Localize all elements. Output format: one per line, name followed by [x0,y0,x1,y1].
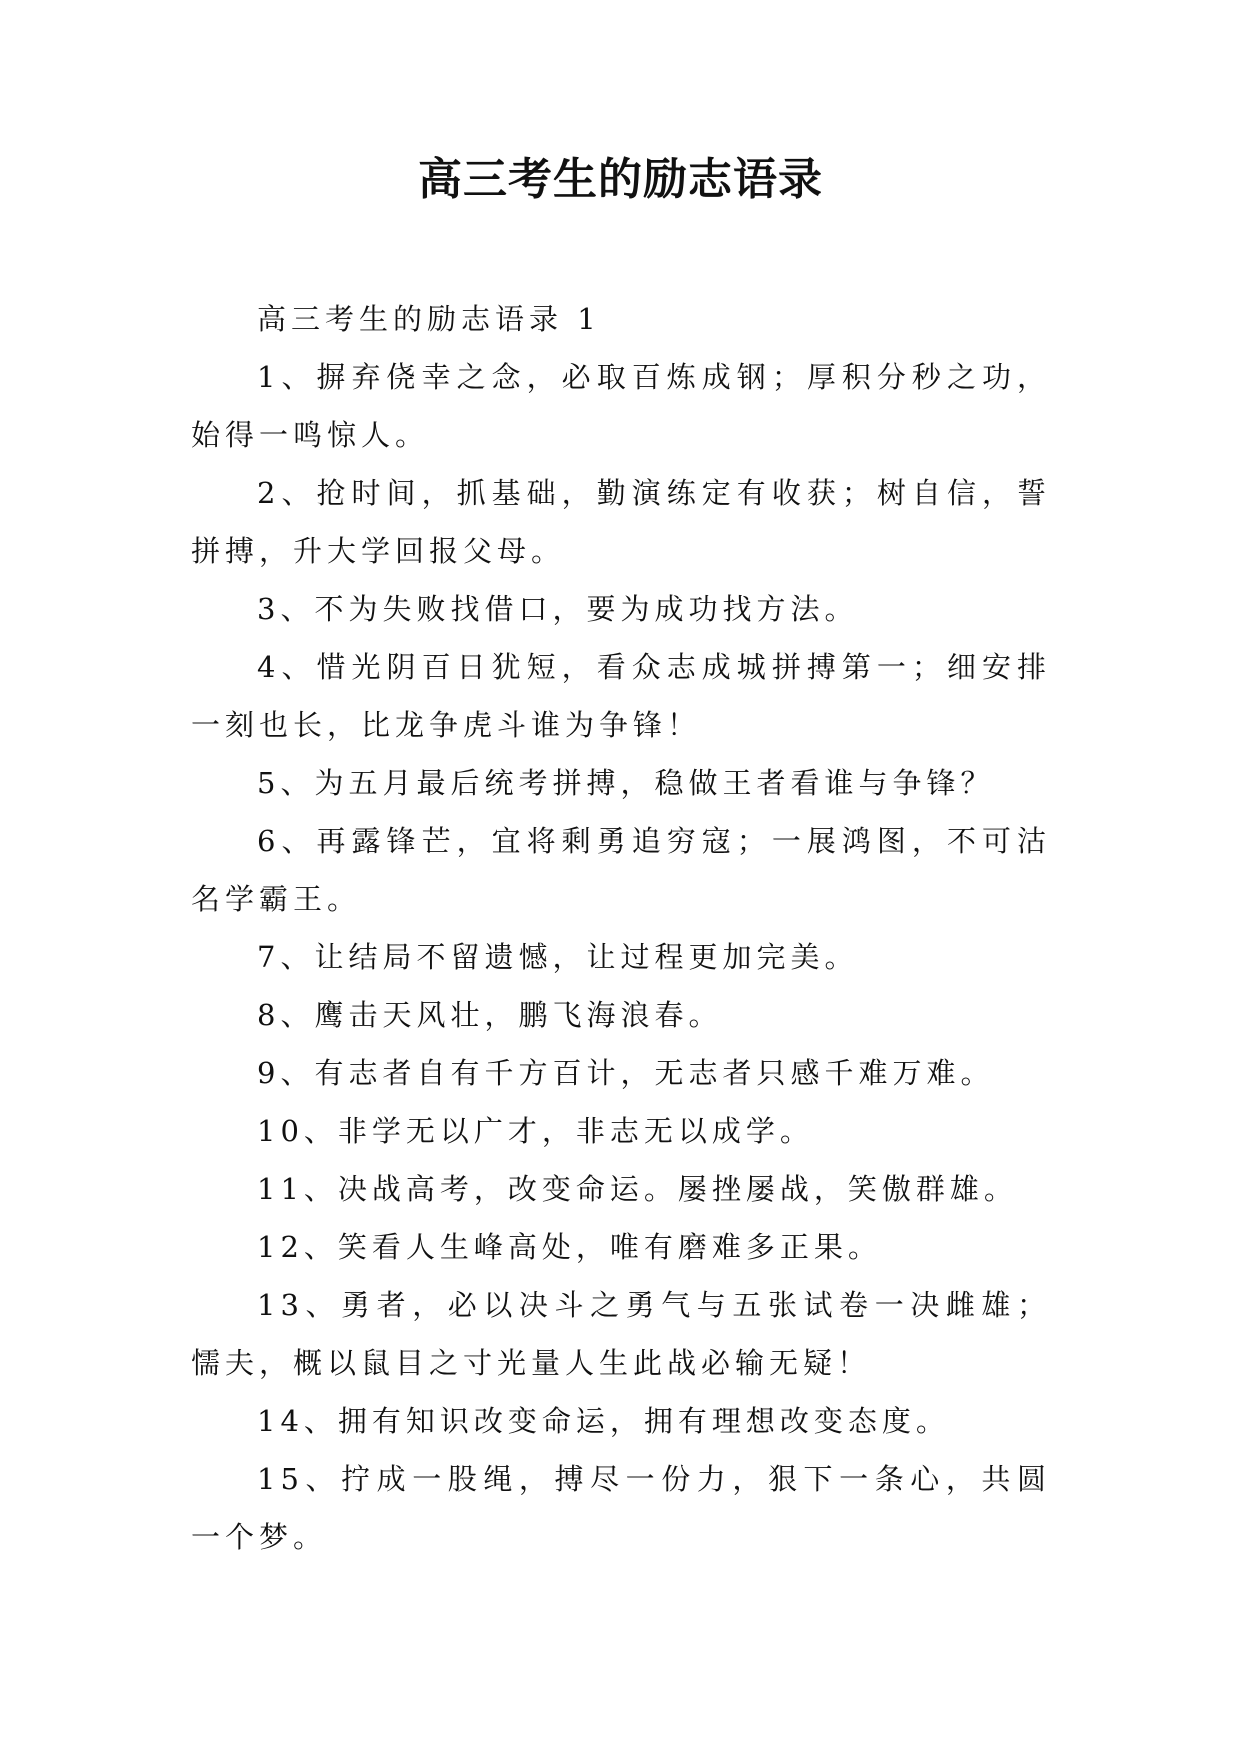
quote-item-7: 7、让结局不留遗憾，让过程更加完美。 [257,940,859,974]
quote-item-4: 4、惜光阴百日犹短，看众志成城拼搏第一；细安排一刻也长，比龙争虎斗谁为争锋！ [191,650,1051,742]
quote-item-14: 14、拥有知识改变命运，拥有理想改变态度。 [257,1404,950,1438]
quote-item-3: 3、不为失败找借口，要为成功找方法。 [257,592,859,626]
quote-item-2: 2、抢时间，抓基础，勤演练定有收获；树自信，誓拼搏，升大学回报父母。 [191,476,1051,568]
section-heading: 高三考生的励志语录 1 [257,302,601,336]
quote-item-10: 10、非学无以广才，非志无以成学。 [257,1114,814,1148]
quote-item-9: 9、有志者自有千方百计，无志者只感千难万难。 [257,1056,995,1090]
document-body [191,290,1051,1566]
document-title: 高三考生的励志语录 [418,154,823,205]
quote-item-1: 1、摒弃侥幸之念，必取百炼成钢；厚积分秒之功，始得一鸣惊人。 [191,360,1051,452]
quote-item-13: 13、勇者，必以决斗之勇气与五张试卷一决雌雄；懦夫，概以鼠目之寸光量人生此战必输无疑！ [191,1288,1051,1380]
quote-item-6: 6、再露锋芒，宜将剩勇追穷寇；一展鸿图，不可沽名学霸王。 [191,824,1051,916]
quote-item-12: 12、笑看人生峰高处，唯有磨难多正果。 [257,1230,882,1264]
quote-item-11: 11、决战高考，改变命运。屡挫屡战，笑傲群雄。 [257,1172,1018,1206]
quote-item-8: 8、鹰击天风壮，鹏飞海浪春。 [257,998,723,1032]
quote-item-15: 15、拧成一股绳，搏尽一份力，狠下一条心，共圆一个梦。 [191,1462,1051,1554]
quote-item-5: 5、为五月最后统考拼搏，稳做王者看谁与争锋？ [257,766,995,800]
